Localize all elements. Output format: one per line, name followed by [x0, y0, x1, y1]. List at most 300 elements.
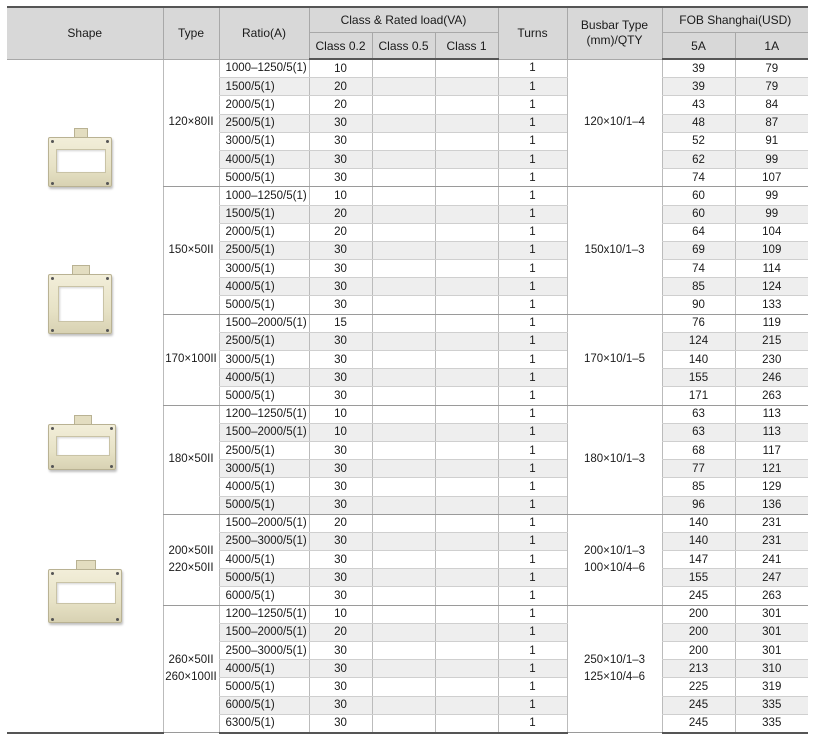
class-1-cell [435, 78, 498, 96]
busbar-label: 150x10/1–3 [584, 243, 645, 256]
class-05-cell [372, 569, 435, 587]
ratio-cell: 4000/5(1) [219, 551, 309, 569]
class-02-cell: 20 [309, 623, 372, 641]
type-cell [163, 314, 219, 405]
class-02-cell: 30 [309, 714, 372, 733]
price-1a-cell: 335 [735, 696, 808, 714]
class-1-cell [435, 296, 498, 314]
busbar-cell [567, 405, 662, 514]
class-1-cell [435, 260, 498, 278]
ratio-cell: 4000/5(1) [219, 660, 309, 678]
price-1a-cell: 117 [735, 441, 808, 459]
class-1-cell [435, 660, 498, 678]
ratio-cell: 5000/5(1) [219, 678, 309, 696]
busbar-cell [567, 314, 662, 405]
screw-icon [51, 572, 54, 575]
class-05-cell [372, 150, 435, 168]
header-class-1: Class 1 [435, 33, 498, 60]
price-5a-cell: 76 [662, 314, 735, 332]
price-5a-cell: 52 [662, 132, 735, 150]
price-5a-cell: 200 [662, 605, 735, 623]
class-02-cell: 15 [309, 314, 372, 332]
type-label: 260×50II [168, 654, 214, 667]
class-05-cell [372, 696, 435, 714]
class-05-cell [372, 532, 435, 550]
busbar-label: 125×10/4–6 [583, 671, 646, 684]
screw-icon [116, 572, 119, 575]
class-02-cell: 10 [309, 187, 372, 205]
current-transformer-180x50-icon [48, 415, 116, 470]
type-cell [163, 605, 219, 733]
header-row-1 [7, 7, 808, 33]
ratio-cell: 2000/5(1) [219, 223, 309, 241]
turns-cell: 1 [498, 460, 567, 478]
ratio-cell: 1500–2000/5(1) [219, 314, 309, 332]
header-class-load: Class & Rated load(VA) [309, 7, 498, 33]
price-1a-cell: 129 [735, 478, 808, 496]
busbar-window-icon [56, 436, 110, 456]
class-02-cell: 30 [309, 169, 372, 187]
screw-icon [106, 329, 109, 332]
class-1-cell [435, 551, 498, 569]
price-5a-cell: 68 [662, 441, 735, 459]
screw-icon [51, 277, 54, 280]
turns-cell: 1 [498, 441, 567, 459]
class-1-cell [435, 150, 498, 168]
class-02-cell: 20 [309, 223, 372, 241]
busbar-label: 120×10/1–4 [583, 116, 646, 129]
class-1-cell [435, 642, 498, 660]
turns-cell: 1 [498, 678, 567, 696]
screw-icon [51, 427, 54, 430]
class-02-cell: 30 [309, 642, 372, 660]
class-05-cell [372, 423, 435, 441]
price-1a-cell: 301 [735, 623, 808, 641]
price-5a-cell: 140 [662, 351, 735, 369]
class-02-cell: 30 [309, 260, 372, 278]
busbar-label: 200×10/1–3 [583, 544, 646, 557]
class-02-cell: 30 [309, 332, 372, 350]
ratio-cell: 6000/5(1) [219, 587, 309, 605]
class-02-cell: 10 [309, 605, 372, 623]
ratio-cell: 5000/5(1) [219, 569, 309, 587]
ratio-cell: 4000/5(1) [219, 478, 309, 496]
class-1-cell [435, 423, 498, 441]
class-1-cell [435, 205, 498, 223]
type-cell [163, 514, 219, 605]
ratio-cell: 2500/5(1) [219, 114, 309, 132]
type-label: 220×50II [168, 561, 214, 574]
ratio-cell: 1500–2000/5(1) [219, 623, 309, 641]
screw-icon [106, 140, 109, 143]
price-1a-cell: 215 [735, 332, 808, 350]
price-5a-cell: 85 [662, 278, 735, 296]
class-05-cell [372, 514, 435, 532]
price-5a-cell: 124 [662, 332, 735, 350]
turns-cell: 1 [498, 223, 567, 241]
screw-icon [51, 329, 54, 332]
class-02-cell: 30 [309, 114, 372, 132]
price-1a-cell: 231 [735, 532, 808, 550]
class-02-cell: 20 [309, 78, 372, 96]
busbar-window-icon [56, 582, 116, 604]
class-02-cell: 30 [309, 478, 372, 496]
price-1a-cell: 231 [735, 514, 808, 532]
price-1a-cell: 99 [735, 205, 808, 223]
turns-cell: 1 [498, 351, 567, 369]
class-05-cell [372, 605, 435, 623]
class-02-cell: 10 [309, 423, 372, 441]
price-5a-cell: 60 [662, 205, 735, 223]
class-05-cell [372, 660, 435, 678]
busbar-window-icon [56, 149, 106, 173]
class-05-cell [372, 223, 435, 241]
price-5a-cell: 77 [662, 460, 735, 478]
price-5a-cell: 225 [662, 678, 735, 696]
class-05-cell [372, 369, 435, 387]
turns-cell: 1 [498, 514, 567, 532]
ratio-cell: 3000/5(1) [219, 351, 309, 369]
header-fob: FOB Shanghai(USD) [662, 7, 808, 33]
price-5a-cell: 245 [662, 714, 735, 733]
class-05-cell [372, 132, 435, 150]
turns-cell: 1 [498, 150, 567, 168]
price-5a-cell: 64 [662, 223, 735, 241]
price-1a-cell: 310 [735, 660, 808, 678]
price-5a-cell: 147 [662, 551, 735, 569]
screw-icon [116, 618, 119, 621]
ratio-cell: 1200–1250/5(1) [219, 405, 309, 423]
turns-cell: 1 [498, 496, 567, 514]
turns-cell: 1 [498, 278, 567, 296]
class-02-cell: 30 [309, 296, 372, 314]
price-5a-cell: 74 [662, 169, 735, 187]
class-02-cell: 30 [309, 369, 372, 387]
screw-icon [51, 618, 54, 621]
ratio-cell: 1500–2000/5(1) [219, 423, 309, 441]
type-label: 180×50II [168, 453, 214, 466]
price-5a-cell: 39 [662, 78, 735, 96]
class-05-cell [372, 78, 435, 96]
class-02-cell: 30 [309, 587, 372, 605]
ratio-cell: 6000/5(1) [219, 696, 309, 714]
class-02-cell: 30 [309, 441, 372, 459]
type-label: 260×100II [165, 671, 217, 684]
price-1a-cell: 79 [735, 59, 808, 78]
turns-cell: 1 [498, 132, 567, 150]
class-05-cell [372, 678, 435, 696]
class-05-cell [372, 114, 435, 132]
spec-table-container [7, 6, 808, 734]
class-05-cell [372, 278, 435, 296]
turns-cell: 1 [498, 260, 567, 278]
class-05-cell [372, 314, 435, 332]
price-5a-cell: 213 [662, 660, 735, 678]
price-1a-cell: 247 [735, 569, 808, 587]
price-5a-cell: 85 [662, 478, 735, 496]
price-5a-cell: 69 [662, 241, 735, 259]
price-1a-cell: 263 [735, 587, 808, 605]
price-1a-cell: 114 [735, 260, 808, 278]
class-1-cell [435, 59, 498, 78]
class-02-cell: 30 [309, 351, 372, 369]
ratio-cell: 5000/5(1) [219, 169, 309, 187]
class-05-cell [372, 496, 435, 514]
turns-cell: 1 [498, 623, 567, 641]
header-class-02: Class 0.2 [309, 33, 372, 60]
class-1-cell [435, 496, 498, 514]
price-5a-cell: 155 [662, 369, 735, 387]
type-cell [163, 187, 219, 314]
busbar-label: 250×10/1–3 [583, 654, 646, 667]
class-1-cell [435, 369, 498, 387]
price-5a-cell: 140 [662, 514, 735, 532]
busbar-label: 100×10/4–6 [583, 561, 646, 574]
price-5a-cell: 39 [662, 59, 735, 78]
class-05-cell [372, 96, 435, 114]
header-shape: Shape [7, 7, 163, 59]
ratio-cell: 5000/5(1) [219, 496, 309, 514]
price-1a-cell: 133 [735, 296, 808, 314]
turns-cell: 1 [498, 405, 567, 423]
ratio-cell: 1000–1250/5(1) [219, 187, 309, 205]
class-1-cell [435, 387, 498, 405]
screw-icon [51, 182, 54, 185]
price-5a-cell: 245 [662, 696, 735, 714]
price-1a-cell: 119 [735, 314, 808, 332]
class-02-cell: 30 [309, 150, 372, 168]
turns-cell: 1 [498, 387, 567, 405]
busbar-label: 180×10/1–3 [583, 453, 646, 466]
price-1a-cell: 263 [735, 387, 808, 405]
ratio-cell: 1500/5(1) [219, 205, 309, 223]
class-05-cell [372, 332, 435, 350]
turns-cell: 1 [498, 642, 567, 660]
type-label: 200×50II [168, 544, 214, 557]
class-05-cell [372, 551, 435, 569]
spec-table [7, 6, 808, 734]
type-label: 170×100II [165, 353, 217, 366]
class-1-cell [435, 187, 498, 205]
class-02-cell: 20 [309, 96, 372, 114]
price-1a-cell: 230 [735, 351, 808, 369]
busbar-label: 170×10/1–5 [583, 353, 646, 366]
turns-cell: 1 [498, 96, 567, 114]
turns-cell: 1 [498, 205, 567, 223]
price-1a-cell: 79 [735, 78, 808, 96]
ratio-cell: 3000/5(1) [219, 132, 309, 150]
class-1-cell [435, 223, 498, 241]
header-price-1a: 1A [735, 33, 808, 60]
class-02-cell: 30 [309, 551, 372, 569]
ratio-cell: 3000/5(1) [219, 260, 309, 278]
turns-cell: 1 [498, 114, 567, 132]
turns-cell: 1 [498, 169, 567, 187]
class-02-cell: 10 [309, 405, 372, 423]
price-1a-cell: 136 [735, 496, 808, 514]
class-05-cell [372, 623, 435, 641]
ratio-cell: 4000/5(1) [219, 369, 309, 387]
turns-cell: 1 [498, 78, 567, 96]
class-02-cell: 30 [309, 532, 372, 550]
current-transformer-260x50-icon [48, 560, 122, 623]
turns-cell: 1 [498, 369, 567, 387]
class-02-cell: 30 [309, 241, 372, 259]
class-1-cell [435, 605, 498, 623]
spec-table-body [7, 59, 808, 733]
ratio-cell: 6300/5(1) [219, 714, 309, 733]
price-1a-cell: 335 [735, 714, 808, 733]
shape-column [7, 59, 163, 733]
price-1a-cell: 87 [735, 114, 808, 132]
header-turns: Turns [498, 7, 567, 59]
price-5a-cell: 155 [662, 569, 735, 587]
screw-icon [51, 140, 54, 143]
price-5a-cell: 60 [662, 187, 735, 205]
class-1-cell [435, 514, 498, 532]
type-label: 150×50II [168, 243, 214, 256]
class-05-cell [372, 587, 435, 605]
price-1a-cell: 109 [735, 241, 808, 259]
class-1-cell [435, 114, 498, 132]
class-02-cell: 30 [309, 660, 372, 678]
price-1a-cell: 107 [735, 169, 808, 187]
turns-cell: 1 [498, 332, 567, 350]
current-transformer-120x80-icon [48, 128, 112, 187]
class-05-cell [372, 241, 435, 259]
ratio-cell: 2000/5(1) [219, 96, 309, 114]
type-label: 120×80II [168, 116, 214, 129]
ratio-cell: 2500/5(1) [219, 241, 309, 259]
price-1a-cell: 124 [735, 278, 808, 296]
ratio-cell: 1000–1250/5(1) [219, 59, 309, 78]
price-5a-cell: 63 [662, 423, 735, 441]
busbar-window-icon [58, 286, 104, 322]
table-row [7, 59, 808, 78]
busbar-cell [567, 59, 662, 187]
ratio-cell: 2500/5(1) [219, 332, 309, 350]
class-1-cell [435, 241, 498, 259]
price-5a-cell: 245 [662, 587, 735, 605]
busbar-cell [567, 514, 662, 605]
screw-icon [110, 427, 113, 430]
turns-cell: 1 [498, 551, 567, 569]
type-cell [163, 59, 219, 187]
class-05-cell [372, 205, 435, 223]
price-5a-cell: 171 [662, 387, 735, 405]
class-05-cell [372, 642, 435, 660]
busbar-cell [567, 605, 662, 733]
price-1a-cell: 113 [735, 423, 808, 441]
turns-cell: 1 [498, 296, 567, 314]
turns-cell: 1 [498, 241, 567, 259]
header-busbar: Busbar Type (mm)/QTY [567, 7, 662, 59]
ratio-cell: 2500–3000/5(1) [219, 532, 309, 550]
price-5a-cell: 140 [662, 532, 735, 550]
class-1-cell [435, 405, 498, 423]
class-05-cell [372, 260, 435, 278]
price-1a-cell: 113 [735, 405, 808, 423]
turns-cell: 1 [498, 660, 567, 678]
header-ratio: Ratio(A) [219, 7, 309, 59]
turns-cell: 1 [498, 587, 567, 605]
class-02-cell: 30 [309, 278, 372, 296]
turns-cell: 1 [498, 532, 567, 550]
price-1a-cell: 319 [735, 678, 808, 696]
class-05-cell [372, 296, 435, 314]
turns-cell: 1 [498, 59, 567, 78]
price-5a-cell: 74 [662, 260, 735, 278]
ratio-cell: 3000/5(1) [219, 460, 309, 478]
class-1-cell [435, 623, 498, 641]
class-1-cell [435, 478, 498, 496]
screw-icon [106, 182, 109, 185]
class-05-cell [372, 187, 435, 205]
class-1-cell [435, 678, 498, 696]
price-1a-cell: 246 [735, 369, 808, 387]
class-02-cell: 30 [309, 569, 372, 587]
class-05-cell [372, 714, 435, 733]
class-1-cell [435, 351, 498, 369]
screw-icon [106, 277, 109, 280]
screw-icon [51, 465, 54, 468]
class-02-cell: 30 [309, 387, 372, 405]
ratio-cell: 4000/5(1) [219, 278, 309, 296]
class-1-cell [435, 314, 498, 332]
turns-cell: 1 [498, 605, 567, 623]
class-02-cell: 30 [309, 496, 372, 514]
class-02-cell: 20 [309, 514, 372, 532]
price-1a-cell: 99 [735, 187, 808, 205]
turns-cell: 1 [498, 569, 567, 587]
class-1-cell [435, 169, 498, 187]
price-1a-cell: 121 [735, 460, 808, 478]
price-5a-cell: 200 [662, 642, 735, 660]
ratio-cell: 5000/5(1) [219, 296, 309, 314]
price-1a-cell: 241 [735, 551, 808, 569]
price-1a-cell: 301 [735, 642, 808, 660]
ratio-cell: 5000/5(1) [219, 387, 309, 405]
class-02-cell: 30 [309, 678, 372, 696]
class-05-cell [372, 441, 435, 459]
class-02-cell: 30 [309, 696, 372, 714]
class-1-cell [435, 96, 498, 114]
price-1a-cell: 99 [735, 150, 808, 168]
class-05-cell [372, 478, 435, 496]
ratio-cell: 4000/5(1) [219, 150, 309, 168]
class-05-cell [372, 351, 435, 369]
price-5a-cell: 200 [662, 623, 735, 641]
turns-cell: 1 [498, 314, 567, 332]
class-1-cell [435, 696, 498, 714]
class-02-cell: 10 [309, 59, 372, 78]
class-05-cell [372, 405, 435, 423]
turns-cell: 1 [498, 478, 567, 496]
class-1-cell [435, 332, 498, 350]
type-cell [163, 405, 219, 514]
price-1a-cell: 91 [735, 132, 808, 150]
class-05-cell [372, 387, 435, 405]
price-1a-cell: 301 [735, 605, 808, 623]
price-5a-cell: 48 [662, 114, 735, 132]
class-1-cell [435, 460, 498, 478]
class-1-cell [435, 569, 498, 587]
class-02-cell: 30 [309, 132, 372, 150]
class-05-cell [372, 460, 435, 478]
price-5a-cell: 96 [662, 496, 735, 514]
price-5a-cell: 90 [662, 296, 735, 314]
ratio-cell: 2500/5(1) [219, 441, 309, 459]
